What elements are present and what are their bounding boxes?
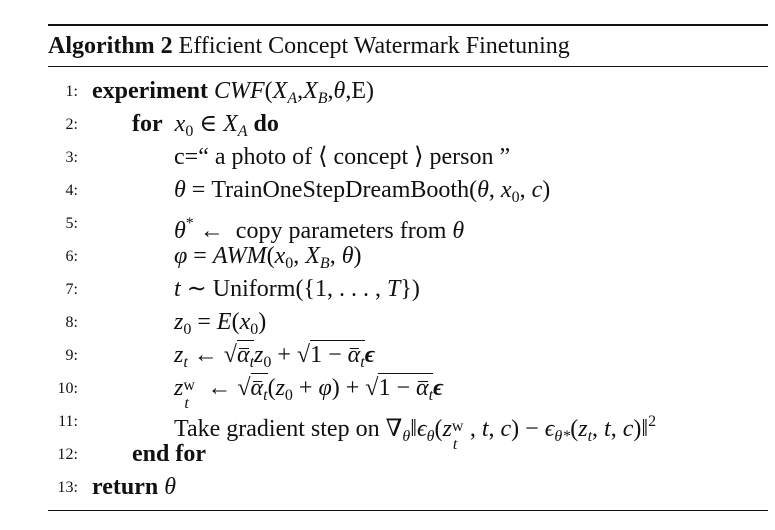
algo-line-8 <box>48 306 768 339</box>
algorithm-lines <box>48 67 768 510</box>
keyword-end-for: end for <box>132 441 206 467</box>
line-content: c=“ a photo of ⟨ concept ⟩ person ” <box>174 144 511 170</box>
keyword-for: for <box>132 111 163 137</box>
line-number: 1: <box>65 83 78 100</box>
algo-line-12 <box>48 438 768 471</box>
function-name: CWF <box>213 78 265 104</box>
algo-line-7 <box>48 273 768 306</box>
line-number: 9: <box>65 347 78 364</box>
algo-line-11 <box>48 405 768 453</box>
keyword-return: return <box>92 474 159 500</box>
line-content: Take gradient step on $\nabla_\theta‖\epsilon_\theta(z$ w t , t, $c) - \epsilon_{\theta*}(z_t$, t, c)‖$^2$ <box>174 413 657 453</box>
keyword-experiment: experiment <box>92 78 208 104</box>
awm-function: AWM <box>212 243 267 269</box>
algo-line-5 <box>48 207 768 244</box>
line-number: 2: <box>65 116 78 133</box>
line-content: θ = TrainOneStepDreamBooth(θ, $x_0$, c) <box>174 177 551 206</box>
keyword-do: do <box>253 111 279 137</box>
train-function: TrainOneStepDreamBooth <box>211 177 470 203</box>
algo-line-4 <box>48 174 768 207</box>
line-number: 13: <box>57 479 78 496</box>
take-step-text: Take gradient step on <box>174 416 380 442</box>
copy-text: copy parameters from <box>235 218 447 244</box>
bottom-rule <box>48 510 768 511</box>
line-number: 7: <box>65 281 78 298</box>
line-number: 4: <box>65 182 78 199</box>
line-content: t ∼ Uniform({1, . . . , T}) <box>174 276 420 302</box>
algo-line-10 <box>48 372 768 412</box>
algo-line-9 <box>48 339 768 372</box>
line-number: 6: <box>65 248 78 265</box>
algorithm-title: Efficient Concept Watermark Finetuning <box>178 33 570 59</box>
line-number: 3: <box>65 149 78 166</box>
line-number: 12: <box>57 446 78 463</box>
algorithm-block <box>48 24 768 511</box>
line-number: 11: <box>58 413 78 430</box>
line-content: $z_0 = E(x_0)$ <box>174 309 267 338</box>
algo-line-3 <box>48 141 768 174</box>
line-content: experiment $CWF(X_A,X_B,\theta,E)$ <box>92 78 374 107</box>
line-content: z w t ← $√\alpha_t(z_0 + \varphi) + √1 - \alpha_t\epsilon$ <box>174 375 444 412</box>
algo-line-13 <box>48 471 768 504</box>
line-number: 8: <box>65 314 78 331</box>
line-content: return θ <box>92 474 177 500</box>
line-content: θ* ← copy parameters from θ <box>174 215 465 244</box>
algo-line-2 <box>48 108 768 141</box>
line-content: $\varphi = AWM(x_0$, $X_B$, θ) <box>174 243 362 272</box>
line-content: $z_t$ ← $√\alpha_tz_0 + √1 - \alpha_t\epsilon$ <box>174 339 375 379</box>
algo-line-1 <box>48 75 768 108</box>
algo-line-6 <box>48 240 768 273</box>
line-number: 5: <box>65 215 78 232</box>
line-number: 10: <box>57 380 78 397</box>
uniform-function: Uniform <box>212 276 296 302</box>
line-content: for $x_0$ ∈ $X_A$ do <box>132 111 279 140</box>
algorithm-caption <box>48 26 768 66</box>
algorithm-label: Algorithm 2 <box>48 33 173 59</box>
